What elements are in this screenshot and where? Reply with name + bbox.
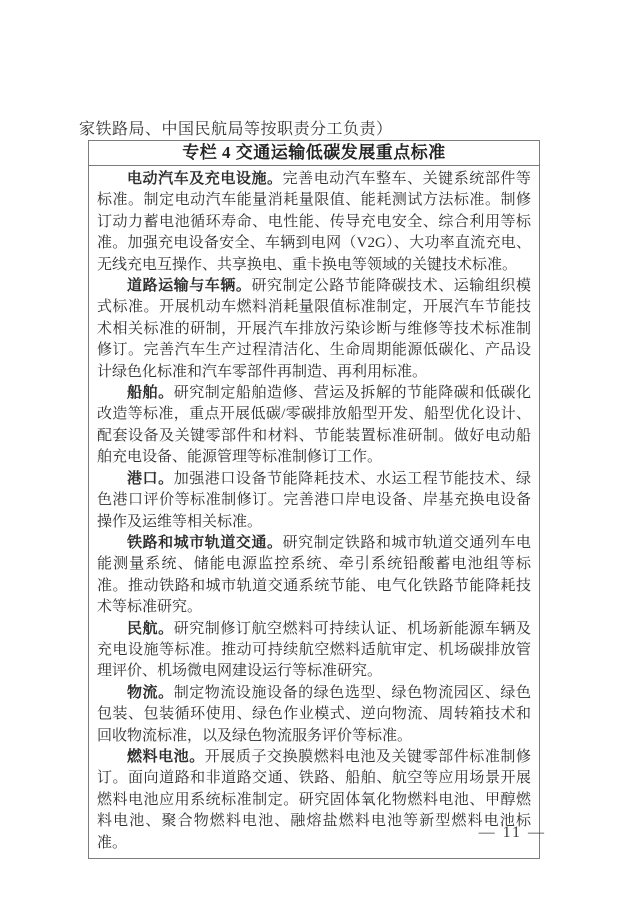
paragraph-body: 开展质子交换膜燃料电池及关键零部件标准制修订。面向道路和非道路交通、铁路、船舶、航空等应用场景开展燃料电池应用系统标准制定。研究固体氧化物燃料电池、甲醇燃料电池、聚合物燃料电池、融熔盐燃料电池等新型燃料电池标准。 <box>97 748 531 851</box>
box-title: 专栏 4 交通运输低碳发展重点标准 <box>89 141 539 166</box>
paragraph-body: 制定物流设施设备的绿色选型、绿色物流园区、绿色包装、包装循环使用、绿色作业模式、逆向物流、周转箱技术和回收物流标准，以及绿色物流服务评价等标准。 <box>97 684 531 744</box>
highlight-box <box>88 140 540 859</box>
paragraph-lead: 道路运输与车辆。 <box>127 278 252 295</box>
box-paragraph <box>97 469 531 533</box>
paragraph-lead: 物流。 <box>127 684 174 701</box>
paragraph-lead: 燃料电池。 <box>127 748 205 765</box>
paragraph-body: 研究制定船舶造修、营运及拆解的节能降碳和低碳化改造等标准，重点开展低碳/零碳排放船型开发、船型优化设计、配套设备及关键零部件和材料、节能装置标准研制。做好电动船舶充电设备、能源管理等标准制修订工作。 <box>97 385 531 466</box>
paragraph-body: 加强港口设备节能降耗技术、水运工程节能技术、绿色港口评价等标准制修订。完善港口岸电设备、岸基充换电设备操作及运维等相关标准。 <box>97 470 531 530</box>
box-body <box>89 166 539 858</box>
page-number: — 11 — <box>478 824 546 841</box>
paragraph-lead: 铁路和城市轨道交通。 <box>127 534 283 551</box>
header-continuation-line: 家铁路局、中国民航局等按职责分工负责） <box>79 121 393 138</box>
paragraph-lead: 船舶。 <box>127 385 174 402</box>
box-paragraph <box>97 383 531 469</box>
box-paragraph <box>97 683 531 747</box>
paragraph-lead: 民航。 <box>127 620 174 637</box>
paragraph-body: 完善电动汽车整车、关键系统部件等标准。制定电动汽车能量消耗量限值、能耗测试方法标准。制修订动力蓄电池循环寿命、电性能、传导充电安全、综合利用等标准。加强充电设备安全、车辆到电网（V2G）、大功率直流充电、无线充电互操作、共享换电、重卡换电等领域的关键技术标准。 <box>97 171 531 273</box>
box-paragraph <box>97 747 531 854</box>
paragraph-body: 研究制定铁路和城市轨道交通列车电能测量系统、储能电源监控系统、牵引系统铅酸蓄电池组等标准。推动铁路和城市轨道交通系统节能、电气化铁路节能降耗技术等标准研究。 <box>97 534 531 616</box>
box-paragraph <box>97 169 531 276</box>
box-paragraph <box>97 533 531 619</box>
paragraph-body: 研究制修订航空燃料可持续认证、机场新能源车辆及充电设施等标准。推动可持续航空燃料适航审定、机场碳排放管理评价、机场微电网建设运行等标准研究。 <box>97 620 531 680</box>
box-paragraph <box>97 619 531 683</box>
box-paragraph <box>97 276 531 383</box>
paragraph-lead: 港口。 <box>127 470 174 487</box>
paragraph-lead: 电动汽车及充电设施。 <box>127 171 283 187</box>
paragraph-body: 研究制定公路节能降碳技术、运输组织模式标准。开展机动车燃料消耗量限值标准制定，开展汽车节能技术相关标准的研制，开展汽车排放污染诊断与维修等技术标准制修订。完善汽车生产过程清洁化、生命周期能源低碳化、产品设计绿色化标准和汽车零部件再制造、再利用标准。 <box>97 278 531 380</box>
